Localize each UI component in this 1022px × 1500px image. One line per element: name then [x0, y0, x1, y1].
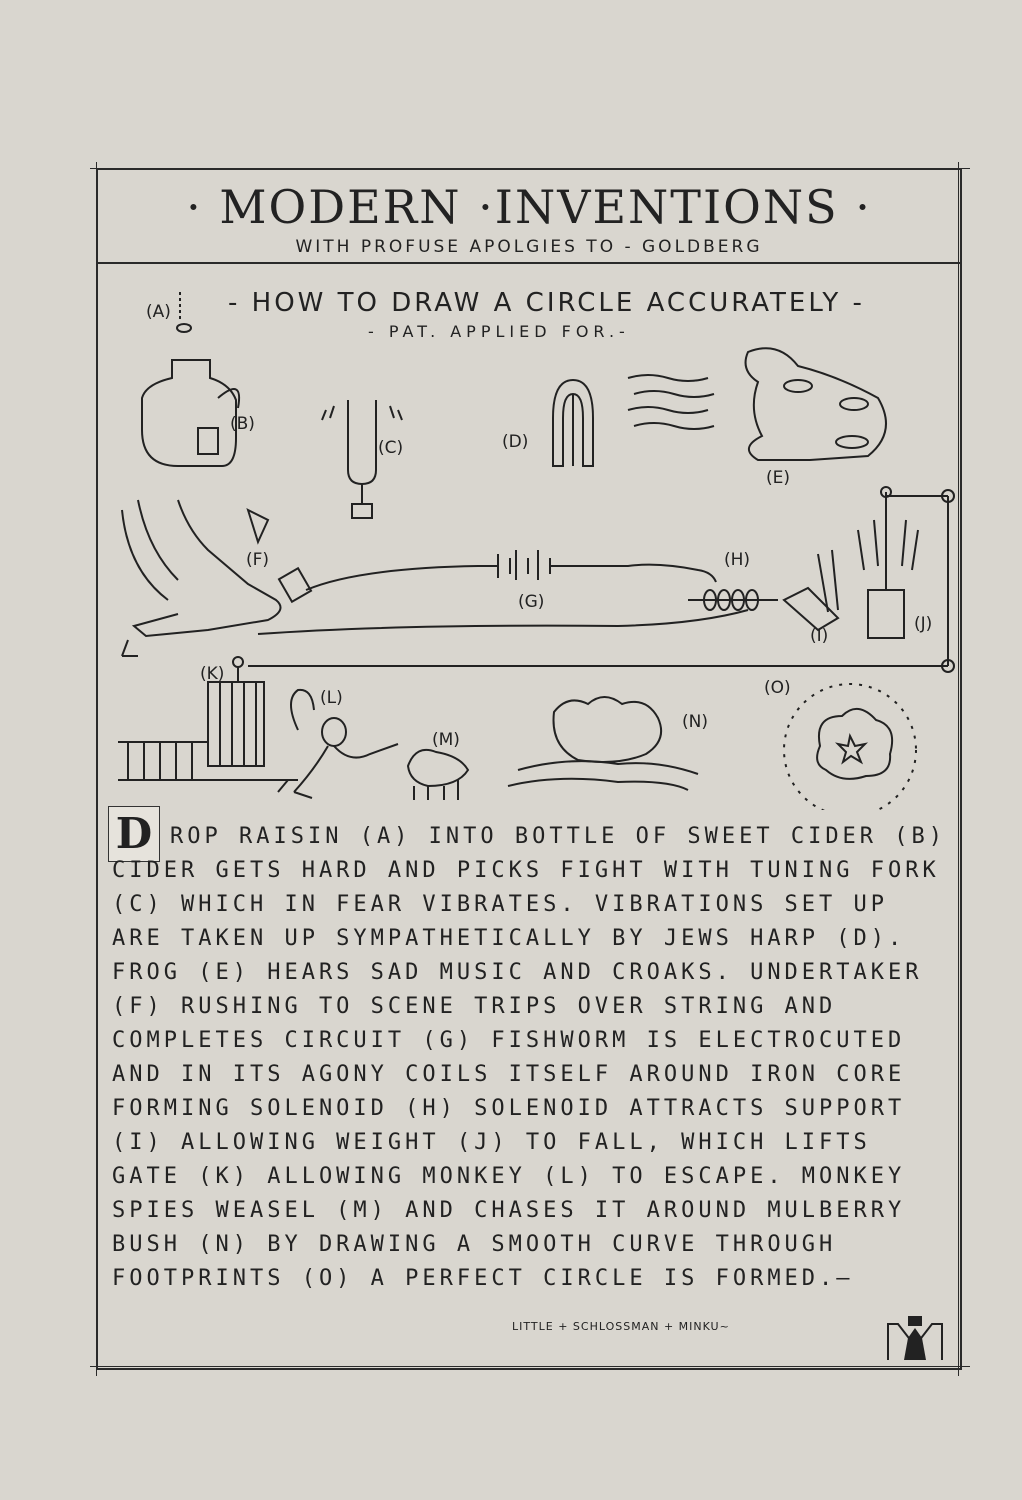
solenoid-drawing — [688, 590, 778, 610]
label-c: (C) — [378, 438, 404, 458]
label-j: (J) — [914, 614, 933, 634]
label-f: (F) — [246, 550, 270, 570]
label-h: (H) — [724, 550, 751, 570]
jews-harp-drawing — [553, 380, 593, 466]
tuning-fork-drawing — [322, 400, 402, 518]
label-l: (L) — [320, 688, 343, 708]
page-subtitle: WITH PROFUSE APOLGIES TO - GOLDBERG — [295, 237, 763, 257]
cider-bottle-drawing — [142, 360, 239, 466]
label-g: (G) — [518, 592, 545, 612]
invention-heading: - HOW TO DRAW A CIRCLE ACCURATELY - — [228, 288, 865, 318]
label-o: (O) — [764, 678, 791, 698]
label-k: (K) — [200, 664, 225, 684]
label-e: (E) — [766, 468, 791, 488]
label-m: (M) — [432, 730, 460, 750]
weight-drawing — [858, 487, 954, 666]
drop-cap: D — [108, 806, 160, 862]
patent-note: - PAT. APPLIED FOR.- — [368, 322, 630, 341]
monogram-logo — [884, 1314, 946, 1364]
frog-drawing — [746, 348, 886, 460]
label-b: (B) — [230, 414, 255, 434]
label-a: (A) — [146, 302, 171, 322]
weasel-drawing — [408, 750, 468, 800]
raisin-drawing — [177, 292, 191, 332]
label-d: (D) — [502, 432, 529, 452]
label-i: (I) — [810, 626, 829, 646]
body-paragraph: ROP RAISIN (A) INTO BOTTLE OF SWEET CIDER (B) CIDER GETS HARD AND PICKS FIGHT WITH TUNING FORK (C) WHICH IN FEAR VIBRATES. VIBRATIONS SET UP ARE TAKEN UP SYMPATHETICALLY BY JEWS HARP (D). FROG (E) HEARS SAD MUSIC AND CROAKS. UNDERTAKER (F) RUSHING TO SCENE TRIPS OVER STRING AND COMPLETES CIRCUIT (G) FISHWORM IS ELECTROCUTED AND IN ITS AGONY COILS ITSELF AROUND IRON CORE FORMING SOLENOID (H) SOLENOID ATTRACTS SUPPORT (I) ALLOWING WEIGHT (J) TO FALL, WHICH LIFTS GATE (K) ALLOWING MONKEY (L) TO ESCAPE. MONKEY SPIES WEASEL (M) AND CHASES IT AROUND MULBERRY BUSH (N) BY DRAWING A SMOOTH CURVE THROUGH FOOTPRINTS (O) A PERFECT CIRCLE IS FORMED.— — [112, 824, 947, 1291]
support-drawing — [784, 550, 838, 630]
mulberry-bush-drawing — [508, 697, 698, 790]
label-n: (N) — [682, 712, 708, 732]
contraption-illustration — [98, 170, 960, 810]
page-title: · MODERN ·INVENTIONS · — [186, 180, 872, 234]
cartoon-frame — [96, 168, 962, 1370]
footprints-circle-drawing — [784, 684, 916, 810]
author-credit: LITTLE + SCHLOSSMAN + MINKU~ — [512, 1320, 730, 1333]
